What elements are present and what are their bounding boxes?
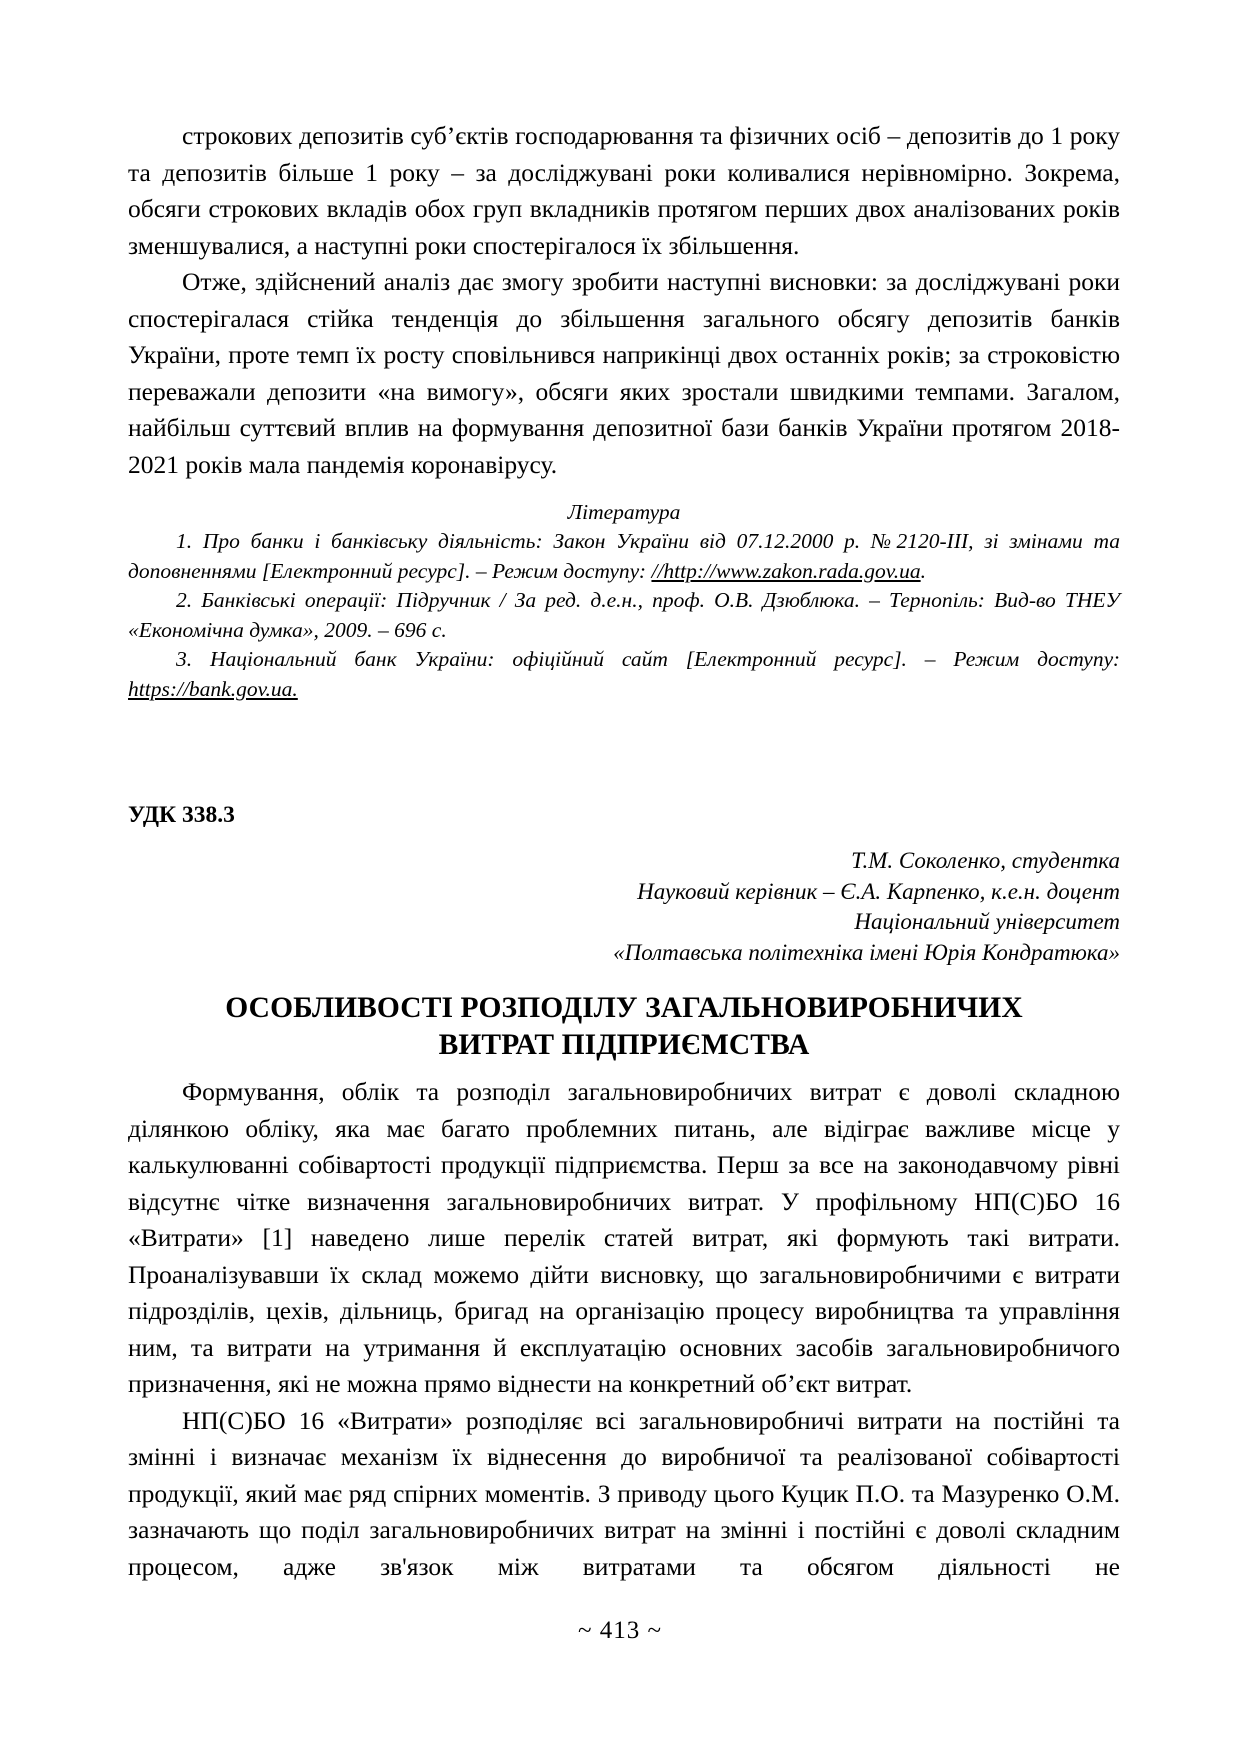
affiliation-line-2: «Полтавська політехніка імені Юрія Кондратюка» xyxy=(613,939,1120,965)
article-title-line-2: ВИТРАТ ПІДПРИЄМСТВА xyxy=(438,1029,810,1061)
reference-item xyxy=(128,645,1120,704)
supervisor-name: Науковий керівник – Є.А. Карпенко, к.е.н. доцент xyxy=(637,878,1120,904)
article-title xyxy=(128,968,1120,1064)
article-paragraph: НП(С)БО 16 «Витрати» розподіляє всі загальновиробничі витрати на постійні та змінні і визначає механізм їх віднесення до виробничої та реалізованої собівартості продукції, який має ряд спірних моментів. З приводу цього Куцик П.О. та Мазуренко О.М. зазначають що поділ загальновиробничих витрат на змінні і постійні є доволі складним процесом, адже зв'язок між витратами та обсягом діяльності не xyxy=(128,1405,1120,1581)
article-section xyxy=(128,800,1120,1585)
references-heading: Література xyxy=(567,500,681,524)
reference-link[interactable]: https://bank.gov.ua. xyxy=(128,676,298,701)
body-paragraph: строкових депозитів суб’єктів господарювання та фізичних осіб – депозитів до 1 року та депозитів більше 1 року – за досліджувані роки коливалися нерівномірно. Зокрема, обсяги строкових вкладів обох груп вкладників протягом перших двох аналізованих років зменшувалися, а наступні роки спостерігалося їх збільшення. xyxy=(128,121,1120,260)
author-block xyxy=(128,830,1120,968)
author-name: Т.М. Соколенко, студентка xyxy=(851,848,1120,873)
body-paragraph: Отже, здійснений аналіз дає змогу зробити наступні висновки: за досліджувані роки спостерігалася стійка тенденція до збільшення загального обсягу депозитів банків України, проте темп їх росту сповільнився наприкінці двох останніх років; за строковістю переважали депозити «на вимогу», обсяги яких зростали швидкими темпами. Загалом, найбільш суттєвий вплив на формування депозитної бази банків України протягом 2018-2021 років мала пандемія коронавірусу. xyxy=(128,267,1120,479)
top-section xyxy=(128,118,1120,483)
page-number: ~ 413 ~ xyxy=(577,1617,663,1644)
reference-text-tail: . xyxy=(920,558,926,583)
section-spacer xyxy=(128,704,1120,800)
reference-item xyxy=(128,586,1120,645)
reference-text: 2. Банківські операції: Підручник / За ред. д.е.н., проф. О.В. Дзюблюка. – Тернопіль: Вид-во ТНЕУ «Економічна думка», 2009. – 696 с. xyxy=(128,588,1120,642)
reference-text: 1. Про банки і банківську діяльність: Закон України від 07.12.2000 р. №2120-ІІІ, зі змінами та доповненнями [Електронний ресурс]. – Режим доступу: xyxy=(128,529,1120,583)
references-section xyxy=(128,483,1120,704)
article-title-line-1: ОСОБЛИВОСТІ РОЗПОДІЛУ ЗАГАЛЬНОВИРОБНИЧИХ xyxy=(225,992,1023,1024)
article-paragraph: Формування, облік та розподіл загальновиробничих витрат є доволі складною ділянкою обліку, яка має багато проблемних питань, але відіграє важливе місце у калькулюванні собівартості продукції підприємства. Перш за все на законодавчому рівні відсутнє чітке визначення загальновиробничих витрат. У профільному НП(С)БО 16 «Витрати» [1] наведено лише перелік статей витрат, які формують такі витрати. Проаналізувавши їх склад можемо дійти висновку, що загальновиробничими є витрати підрозділів, цехів, дільниць, бригад на організацію процесу виробництва та управління ним, та витрати на утримання й експлуатацію основних засобів загальновиробничого призначення, які не можна прямо віднести на конкретний об’єкт витрат. xyxy=(128,1077,1120,1398)
affiliation-line-1: Національний університет xyxy=(854,909,1120,934)
reference-link[interactable]: //http://www.zakon.rada.gov.ua xyxy=(651,558,921,583)
title-gap xyxy=(128,1064,1120,1074)
reference-item xyxy=(128,527,1120,586)
reference-text: 3. Національний банк України: офіційний сайт [Електронний ресурс]. – Режим доступу: xyxy=(176,647,1120,671)
udk-code: УДК 338.3 xyxy=(128,802,235,828)
